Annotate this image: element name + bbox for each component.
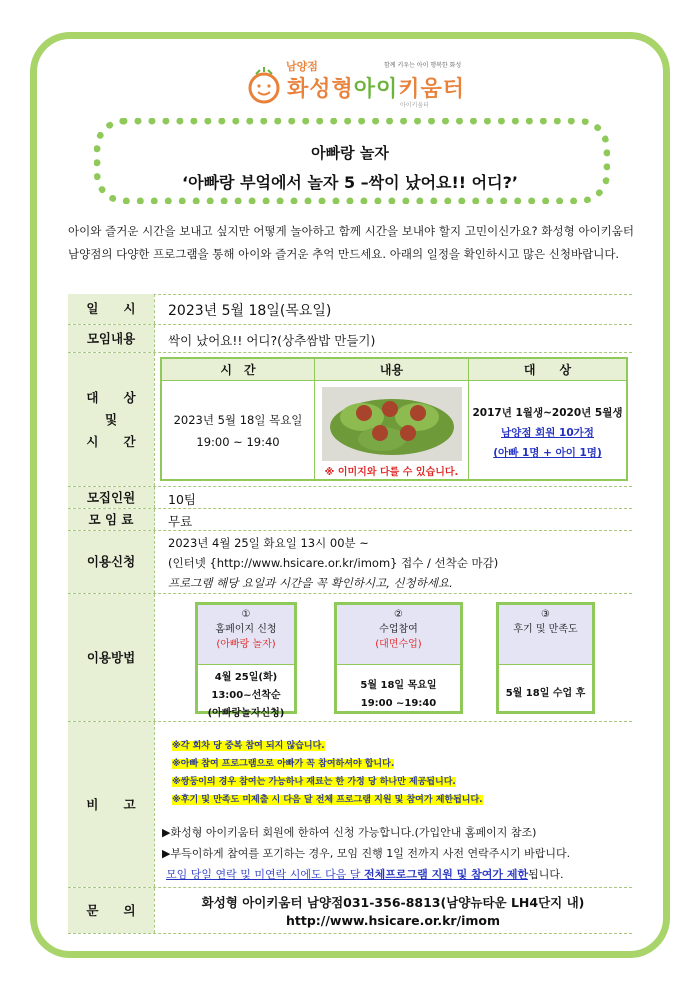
row-method <box>68 594 632 722</box>
logo-branch: 남양점 <box>286 60 318 73</box>
intro-text: 아이와 즐거운 시간을 보내고 싶지만 어떻게 놀아하고 함께 시간을 보내야 할지 고민이신가요? 화성형 아이키움터 남양점의 다양한 프로그램을 통해 아이와 즐거운 추억 만드세요. 아래의 일정을 확인하시고 많은 신청바랍니다. <box>68 224 634 261</box>
row-apply <box>68 531 632 594</box>
row-fee <box>68 509 632 531</box>
schedule-header-content: 내용 <box>315 359 468 381</box>
row-method-label: 이용방법 <box>68 594 154 721</box>
remark-bullet-1: ▶화성형 아이키움터 회원에 한하여 신청 가능합니다.(가입안내 홈페이지 참조) <box>162 826 537 839</box>
smiling-sun-logo-icon <box>246 66 282 106</box>
row-date-value: 2023년 5월 18일(목요일) <box>168 303 332 319</box>
row-capacity-label: 모집인원 <box>68 487 154 508</box>
row-capacity-value: 10팀 <box>168 492 196 507</box>
row-date-label: 일 시 <box>68 294 154 324</box>
row-date <box>68 294 632 325</box>
remark-note-4: ※후기 및 만족도 미제출 시 다음 달 전체 프로그램 지원 및 참여가 제한됩니다. <box>172 795 483 805</box>
step-1-card: ① 홈페이지 신청 (아빠랑 놀자) 4월 25일(화) 13:00~선착순 (아빠랑놀자신청) <box>195 602 297 714</box>
page-title: 아빠랑 놀자 <box>311 144 389 162</box>
row-fee-label: 모 임 료 <box>68 509 154 530</box>
row-contact-label: 문 의 <box>68 888 154 933</box>
logo-subtitle: 아이키움터 <box>400 102 429 109</box>
schedule-header-target: 대 상 <box>469 359 626 381</box>
step-3-card: ③ 후기 및 만족도 5월 18일 수업 후 <box>496 602 595 714</box>
step-2-card: ② 수업참여 (대면수업) 5월 18일 목요일 19:00 ~19:40 <box>334 602 463 714</box>
row-content <box>68 325 632 353</box>
remark-bullet-2: ▶부득이하게 참여를 포기하는 경우, 모임 진행 1일 전까지 사전 연락주시기 바랍니다. <box>162 847 571 860</box>
remark-note-2: ※아빠 참여 프로그램으로 아빠가 꼭 참여하셔야 합니다. <box>172 759 395 769</box>
row-target-time <box>68 353 632 487</box>
page-subtitle: ‘아빠랑 부엌에서 놀자 5 –싹이 났어요!! 어디?’ <box>182 173 518 192</box>
row-content-label: 모임내용 <box>68 325 154 352</box>
contact-website-link[interactable]: http://www.hsicare.or.kr/imom <box>285 913 501 928</box>
remark-note-3: ※쌍둥이의 경우 참여는 가능하나 재료는 한 가정 당 하나만 제공됩니다. <box>172 777 456 787</box>
row-apply-value: 2023년 4월 25일 화요일 13시 00분 ~ (인터넷 {http://www.hsicare.or.kr/imom} 접수 / 선착순 마감) 프로그램 해당 요일과 시간을 꼭 확인하시고, 신청하세요. <box>168 536 499 590</box>
row-content-value: 싹이 났어요!! 어디?(상추쌈밥 만들기) <box>168 333 376 348</box>
schedule-time: 2023년 5월 18일 목요일 19:00 ~ 19:40 <box>173 413 303 449</box>
logo-tagline: 함께 키우는 아이 행복한 화성 <box>384 62 462 69</box>
row-remarks-label: 비 고 <box>68 722 154 887</box>
remark-warning: 모임 당일 연락 및 미연락 시에도 다음 달 전체프로그램 지원 및 참여가 제한됩니다. <box>166 868 564 881</box>
lettuce-wrap-photo-icon <box>322 387 462 461</box>
logo-name: 화성형아이키움터 <box>287 77 466 102</box>
contact-info: 화성형 아이키움터 남양점031-356-8813(남양뉴타운 LH4단지 내) http://www.hsicare.or.kr/imom <box>154 894 632 930</box>
image-disclaimer: ※ 이미지와 다를 수 있습니다. <box>324 467 459 478</box>
schedule-target: 2017년 1월생~2020년 5월생 남양점 회원 10가정 (아빠 1명 + 아이 1명) <box>472 407 623 459</box>
row-apply-label: 이용신청 <box>68 531 154 593</box>
row-remarks <box>68 722 632 888</box>
row-fee-value: 무료 <box>168 514 193 529</box>
remark-note-1: ※각 회차 당 중복 참여 되지 않습니다. <box>172 741 325 751</box>
schedule-table <box>160 357 628 481</box>
row-contact <box>68 888 632 934</box>
row-capacity <box>68 487 632 509</box>
row-target-time-label: 대 상 및 시 간 <box>68 353 154 486</box>
schedule-header-time: 시 간 <box>162 359 314 381</box>
